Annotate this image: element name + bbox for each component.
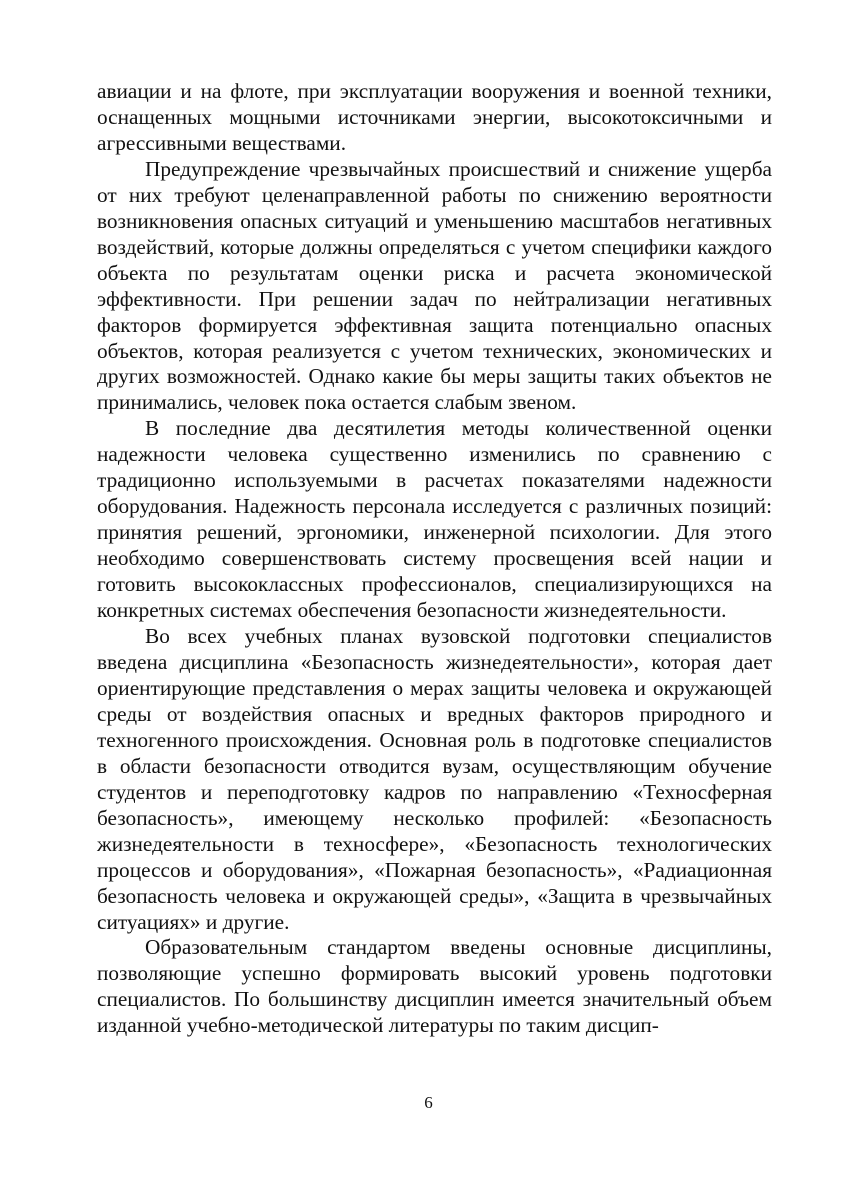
- paragraph-3: В последние два десятилетия методы количественной оценки надежности человека существенно изменились по сравнению с традиционно используемыми в расчетах показателями надежности оборудования. Надежность персонала исследуется с различных позиций: принятия решений, эргономики, инженерной психологии. Для этого необходимо совершенствовать систему просвещения всей нации и готовить высококлассных профессионалов, специализирующихся на конкретных системах обеспечения безопасности жизнедеятельности.: [97, 416, 772, 623]
- paragraph-2: Предупреждение чрезвычайных происшествий и снижение ущерба от них требуют целенаправленной работы по снижению вероятности возникновения опасных ситуаций и уменьшению масштабов негативных воздействий, которые должны определяться с учетом специфики каждого объекта по результатам оценки риска и расчета экономической эффективности. При решении задач по нейтрализации негативных факторов формируется эффективная защита потенциально опасных объектов, которая реализуется с учетом технических, экономических и других возможностей. Однако какие бы меры защиты таких объектов не принимались, человек пока остается слабым звеном.: [97, 156, 772, 415]
- paragraph-4: Во всех учебных планах вузовской подготовки специалистов введена дисциплина «Безопасность жизнедеятельности», которая дает ориентирующие представления о мерах защиты человека и окружающей среды от воздействия опасных и вредных факторов природного и техногенного происхождения. Основная роль в подготовке специалистов в области безопасности отводится вузам, осуществляющим обучение студентов и переподготовку кадров по направлению «Техносферная безопасность», имеющему несколько профилей: «Безопасность жизнедеятельности в техносфере», «Безопасность технологических процессов и оборудования», «Пожарная безопасность», «Радиационная безопасность человека и окружающей среды», «Защита в чрезвычайных ситуациях» и другие.: [97, 624, 772, 934]
- paragraph-5: Образовательным стандартом введены основные дисциплины, позволяющие успешно формировать высокий уровень подготовки специалистов. По большинству дисциплин имеется значительный объем изданной учебно-методической литературы по таким дисцип-: [97, 935, 772, 1038]
- body-text: [97, 79, 772, 1039]
- paragraph-1: авиации и на флоте, при эксплуатации вооружения и военной техники, оснащенных мощными источниками энергии, высокотоксичными и агрессивными веществами.: [97, 79, 772, 155]
- page-number: 6: [424, 1093, 433, 1112]
